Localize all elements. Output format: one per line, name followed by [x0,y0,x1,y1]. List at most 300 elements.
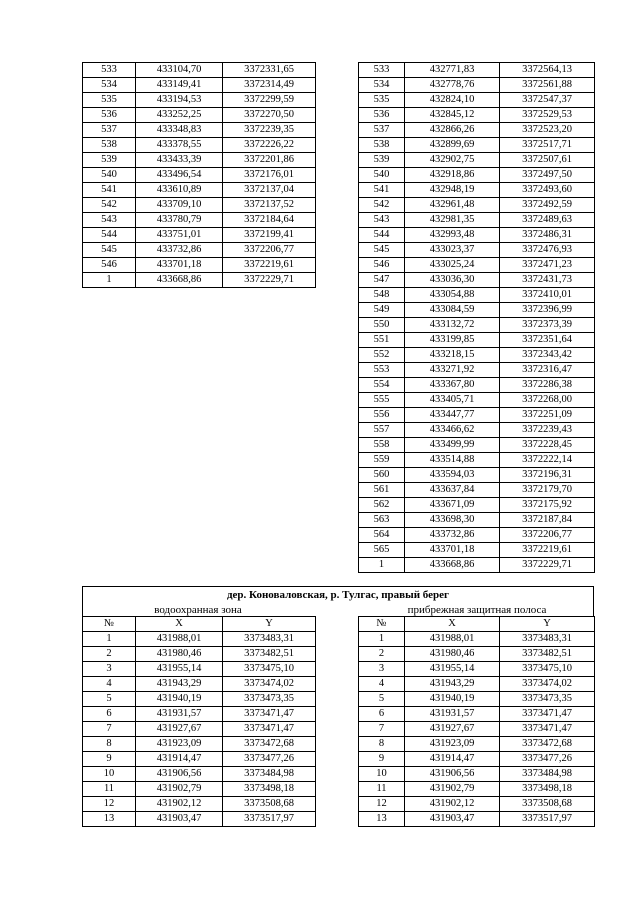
point-number: 565 [359,543,405,558]
y-coordinate: 3373477,26 [223,752,316,767]
point-number: 555 [359,393,405,408]
y-coordinate: 3372523,20 [500,123,595,138]
y-coordinate: 3372270,50 [223,108,316,123]
point-number: 542 [83,198,136,213]
x-coordinate: 431943,29 [405,677,500,692]
table-row [359,78,595,93]
x-coordinate: 432961,48 [405,198,500,213]
y-coordinate: 3372492,59 [500,198,595,213]
point-number: 10 [83,767,136,782]
x-coordinate: 433447,77 [405,408,500,423]
x-coordinate: 433433,39 [136,153,223,168]
y-coordinate: 3373482,51 [500,647,595,662]
table-row [359,348,595,363]
table-row [83,782,316,797]
x-coordinate: 431931,57 [136,707,223,722]
x-coordinate: 432771,83 [405,63,500,78]
table-row [83,198,316,213]
table-row [83,63,316,78]
table-row [359,782,595,797]
y-coordinate: 3372228,45 [500,438,595,453]
point-number: 562 [359,498,405,513]
table-row [359,752,595,767]
y-coordinate: 3372314,49 [223,78,316,93]
table-row [359,737,595,752]
point-number: 544 [359,228,405,243]
y-coordinate: 3372222,14 [500,453,595,468]
x-coordinate: 431902,79 [405,782,500,797]
point-number: 4 [83,677,136,692]
x-coordinate: 433610,89 [136,183,223,198]
point-number: 6 [359,707,405,722]
x-coordinate: 431906,56 [136,767,223,782]
water-protection-zone-label: водоохранная зона [154,604,242,616]
point-number: 12 [359,797,405,812]
y-coordinate: 3373473,35 [223,692,316,707]
point-number: 537 [83,123,136,138]
table-row [83,213,316,228]
x-coordinate: 431914,47 [405,752,500,767]
y-coordinate: 3372486,31 [500,228,595,243]
point-number: 558 [359,438,405,453]
y-coordinate: 3373475,10 [500,662,595,677]
y-coordinate: 3372489,63 [500,213,595,228]
y-coordinate: 3372184,64 [223,213,316,228]
point-number: 9 [83,752,136,767]
x-coordinate: 433732,86 [136,243,223,258]
x-coordinate: 433751,01 [136,228,223,243]
y-coordinate: 3372299,59 [223,93,316,108]
point-number: 11 [359,782,405,797]
table-row [359,498,595,513]
header-x: X [405,617,500,632]
table-row [359,363,595,378]
point-number: 540 [83,168,136,183]
y-coordinate: 3372229,71 [223,273,316,288]
point-number: 538 [359,138,405,153]
y-coordinate: 3372206,77 [223,243,316,258]
y-coordinate: 3372547,37 [500,93,595,108]
x-coordinate: 433104,70 [136,63,223,78]
table-row [359,797,595,812]
y-coordinate: 3373484,98 [500,767,595,782]
x-coordinate: 433025,24 [405,258,500,273]
table-row [359,273,595,288]
point-number: 1 [359,558,405,573]
x-coordinate: 432778,76 [405,78,500,93]
table-row [83,797,316,812]
table-row [359,662,595,677]
table-row [359,243,595,258]
point-number: 547 [359,273,405,288]
y-coordinate: 3372219,61 [500,543,595,558]
point-number: 5 [359,692,405,707]
y-coordinate: 3372507,61 [500,153,595,168]
point-number: 540 [359,168,405,183]
point-number: 6 [83,707,136,722]
point-number: 563 [359,513,405,528]
coordinates-table-bottom-left [82,616,316,827]
x-coordinate: 433496,54 [136,168,223,183]
x-coordinate: 432899,69 [405,138,500,153]
y-coordinate: 3372561,88 [500,78,595,93]
x-coordinate: 431902,79 [136,782,223,797]
point-number: 561 [359,483,405,498]
table-row [359,692,595,707]
x-coordinate: 433709,10 [136,198,223,213]
table-row [359,468,595,483]
x-coordinate: 433701,18 [405,543,500,558]
point-number: 543 [83,213,136,228]
point-number: 8 [83,737,136,752]
y-coordinate: 3373471,47 [223,722,316,737]
y-coordinate: 3373517,97 [223,812,316,827]
y-coordinate: 3372410,01 [500,288,595,303]
coordinates-table-bottom-right [358,616,595,827]
x-coordinate: 433199,85 [405,333,500,348]
table-row [359,168,595,183]
y-coordinate: 3373517,97 [500,812,595,827]
point-number: 553 [359,363,405,378]
x-coordinate: 433405,71 [405,393,500,408]
x-coordinate: 433348,83 [136,123,223,138]
point-number: 536 [359,108,405,123]
y-coordinate: 3373474,02 [223,677,316,692]
x-coordinate: 433668,86 [136,273,223,288]
table-row [83,258,316,273]
point-number: 5 [83,692,136,707]
y-coordinate: 3372175,92 [500,498,595,513]
x-coordinate: 433466,62 [405,423,500,438]
table-row [359,513,595,528]
y-coordinate: 3373482,51 [223,647,316,662]
x-coordinate: 432981,35 [405,213,500,228]
x-coordinate: 431902,12 [136,797,223,812]
table-row [83,812,316,827]
x-coordinate: 431902,12 [405,797,500,812]
y-coordinate: 3373475,10 [223,662,316,677]
table-row [83,662,316,677]
y-coordinate: 3372239,35 [223,123,316,138]
x-coordinate: 431927,67 [405,722,500,737]
table-row [359,528,595,543]
point-number: 546 [359,258,405,273]
section-caption [82,586,594,616]
header-x: X [136,617,223,632]
point-number: 534 [359,78,405,93]
y-coordinate: 3372396,99 [500,303,595,318]
x-coordinate: 433271,92 [405,363,500,378]
table-row [83,767,316,782]
y-coordinate: 3373483,31 [223,632,316,647]
header-row [83,617,316,632]
point-number: 10 [359,767,405,782]
point-number: 3 [359,662,405,677]
point-number: 542 [359,198,405,213]
x-coordinate: 431943,29 [136,677,223,692]
table-row [359,812,595,827]
y-coordinate: 3372137,52 [223,198,316,213]
header-y: Y [223,617,316,632]
table-row [359,707,595,722]
point-number: 548 [359,288,405,303]
y-coordinate: 3372229,71 [500,558,595,573]
x-coordinate: 432845,12 [405,108,500,123]
table-row [83,228,316,243]
x-coordinate: 433378,55 [136,138,223,153]
y-coordinate: 3372529,53 [500,108,595,123]
point-number: 4 [359,677,405,692]
table-row [359,303,595,318]
x-coordinate: 431940,19 [136,692,223,707]
y-coordinate: 3373498,18 [223,782,316,797]
x-coordinate: 433218,15 [405,348,500,363]
table-row [359,228,595,243]
point-number: 7 [83,722,136,737]
header-no: № [83,617,136,632]
x-coordinate: 431914,47 [136,752,223,767]
table-row [359,213,595,228]
x-coordinate: 433132,72 [405,318,500,333]
y-coordinate: 3373471,47 [500,722,595,737]
y-coordinate: 3372351,64 [500,333,595,348]
table-row [359,677,595,692]
y-coordinate: 3372201,86 [223,153,316,168]
x-coordinate: 431940,19 [405,692,500,707]
point-number: 546 [83,258,136,273]
point-number: 556 [359,408,405,423]
point-number: 536 [83,108,136,123]
point-number: 11 [83,782,136,797]
x-coordinate: 433084,59 [405,303,500,318]
table-row [359,123,595,138]
x-coordinate: 431980,46 [136,647,223,662]
table-row [359,318,595,333]
point-number: 541 [359,183,405,198]
table-row [83,123,316,138]
header-no: № [359,617,405,632]
y-coordinate: 3372179,70 [500,483,595,498]
table-row [359,378,595,393]
table-row [83,138,316,153]
point-number: 549 [359,303,405,318]
x-coordinate: 433668,86 [405,558,500,573]
table-row [359,483,595,498]
table-row [359,543,595,558]
y-coordinate: 3373474,02 [500,677,595,692]
header-y: Y [500,617,595,632]
coordinates-table-top-right [358,62,595,573]
y-coordinate: 3372176,01 [223,168,316,183]
y-coordinate: 3373471,47 [223,707,316,722]
table-row [359,632,595,647]
y-coordinate: 3372286,38 [500,378,595,393]
point-number: 537 [359,123,405,138]
y-coordinate: 3372373,39 [500,318,595,333]
y-coordinate: 3372497,50 [500,168,595,183]
table-row [359,453,595,468]
x-coordinate: 431980,46 [405,647,500,662]
table-row [359,138,595,153]
x-coordinate: 433671,09 [405,498,500,513]
table-row [83,677,316,692]
y-coordinate: 3373508,68 [500,797,595,812]
y-coordinate: 3372206,77 [500,528,595,543]
x-coordinate: 433514,88 [405,453,500,468]
x-coordinate: 433698,30 [405,513,500,528]
table-row [359,93,595,108]
x-coordinate: 432948,19 [405,183,500,198]
y-coordinate: 3372239,43 [500,423,595,438]
point-number: 533 [359,63,405,78]
y-coordinate: 3373472,68 [223,737,316,752]
x-coordinate: 433023,37 [405,243,500,258]
x-coordinate: 433054,88 [405,288,500,303]
point-number: 564 [359,528,405,543]
point-number: 544 [83,228,136,243]
y-coordinate: 3372517,71 [500,138,595,153]
y-coordinate: 3372493,60 [500,183,595,198]
table-row [83,752,316,767]
x-coordinate: 433594,03 [405,468,500,483]
y-coordinate: 3372331,65 [223,63,316,78]
point-number: 539 [83,153,136,168]
point-number: 551 [359,333,405,348]
point-number: 3 [83,662,136,677]
point-number: 545 [359,243,405,258]
y-coordinate: 3372196,31 [500,468,595,483]
y-coordinate: 3372476,93 [500,243,595,258]
y-coordinate: 3372251,09 [500,408,595,423]
y-coordinate: 3373472,68 [500,737,595,752]
point-number: 560 [359,468,405,483]
y-coordinate: 3372268,00 [500,393,595,408]
x-coordinate: 431903,47 [136,812,223,827]
point-number: 533 [83,63,136,78]
point-number: 13 [359,812,405,827]
y-coordinate: 3372431,73 [500,273,595,288]
y-coordinate: 3373484,98 [223,767,316,782]
header-row [359,617,595,632]
table-row [359,108,595,123]
x-coordinate: 431931,57 [405,707,500,722]
table-row [359,198,595,213]
x-coordinate: 432866,26 [405,123,500,138]
y-coordinate: 3372199,41 [223,228,316,243]
point-number: 2 [83,647,136,662]
x-coordinate: 431927,67 [136,722,223,737]
table-row [359,423,595,438]
table-row [359,767,595,782]
x-coordinate: 433252,25 [136,108,223,123]
x-coordinate: 431955,14 [405,662,500,677]
x-coordinate: 433194,53 [136,93,223,108]
x-coordinate: 431955,14 [136,662,223,677]
table-row [359,393,595,408]
point-number: 541 [83,183,136,198]
table-row [359,63,595,78]
coastal-protective-strip-label: прибрежная защитная полоса [407,604,547,616]
table-row [359,333,595,348]
y-coordinate: 3373473,35 [500,692,595,707]
coordinates-table-top-left [82,62,316,288]
x-coordinate: 432918,86 [405,168,500,183]
y-coordinate: 3373483,31 [500,632,595,647]
point-number: 12 [83,797,136,812]
point-number: 552 [359,348,405,363]
point-number: 2 [359,647,405,662]
table-row [83,273,316,288]
table-row [83,632,316,647]
x-coordinate: 433367,80 [405,378,500,393]
y-coordinate: 3372343,42 [500,348,595,363]
table-row [83,707,316,722]
point-number: 557 [359,423,405,438]
point-number: 13 [83,812,136,827]
table-row [359,288,595,303]
table-row [83,722,316,737]
x-coordinate: 433499,99 [405,438,500,453]
table-row [359,183,595,198]
section-title: дер. Коноваловская, р. Тулгас, правый берег [226,589,450,601]
point-number: 1 [83,273,136,288]
x-coordinate: 433036,30 [405,273,500,288]
y-coordinate: 3373477,26 [500,752,595,767]
point-number: 543 [359,213,405,228]
x-coordinate: 433149,41 [136,78,223,93]
x-coordinate: 433732,86 [405,528,500,543]
table-row [359,647,595,662]
table-row [83,647,316,662]
table-row [83,243,316,258]
point-number: 535 [83,93,136,108]
table-row [83,692,316,707]
point-number: 539 [359,153,405,168]
table-row [359,438,595,453]
point-number: 538 [83,138,136,153]
table-row [83,93,316,108]
table-row [83,168,316,183]
table-row [83,183,316,198]
point-number: 535 [359,93,405,108]
x-coordinate: 433780,79 [136,213,223,228]
y-coordinate: 3372137,04 [223,183,316,198]
point-number: 554 [359,378,405,393]
x-coordinate: 431988,01 [405,632,500,647]
point-number: 545 [83,243,136,258]
y-coordinate: 3372564,13 [500,63,595,78]
y-coordinate: 3372187,84 [500,513,595,528]
y-coordinate: 3372471,23 [500,258,595,273]
table-row [83,737,316,752]
point-number: 1 [83,632,136,647]
point-number: 559 [359,453,405,468]
x-coordinate: 432993,48 [405,228,500,243]
x-coordinate: 431903,47 [405,812,500,827]
point-number: 550 [359,318,405,333]
point-number: 8 [359,737,405,752]
y-coordinate: 3372316,47 [500,363,595,378]
table-row [83,153,316,168]
y-coordinate: 3373471,47 [500,707,595,722]
table-row [83,108,316,123]
x-coordinate: 431923,09 [136,737,223,752]
point-number: 9 [359,752,405,767]
x-coordinate: 432824,10 [405,93,500,108]
x-coordinate: 433637,84 [405,483,500,498]
y-coordinate: 3372219,61 [223,258,316,273]
point-number: 7 [359,722,405,737]
